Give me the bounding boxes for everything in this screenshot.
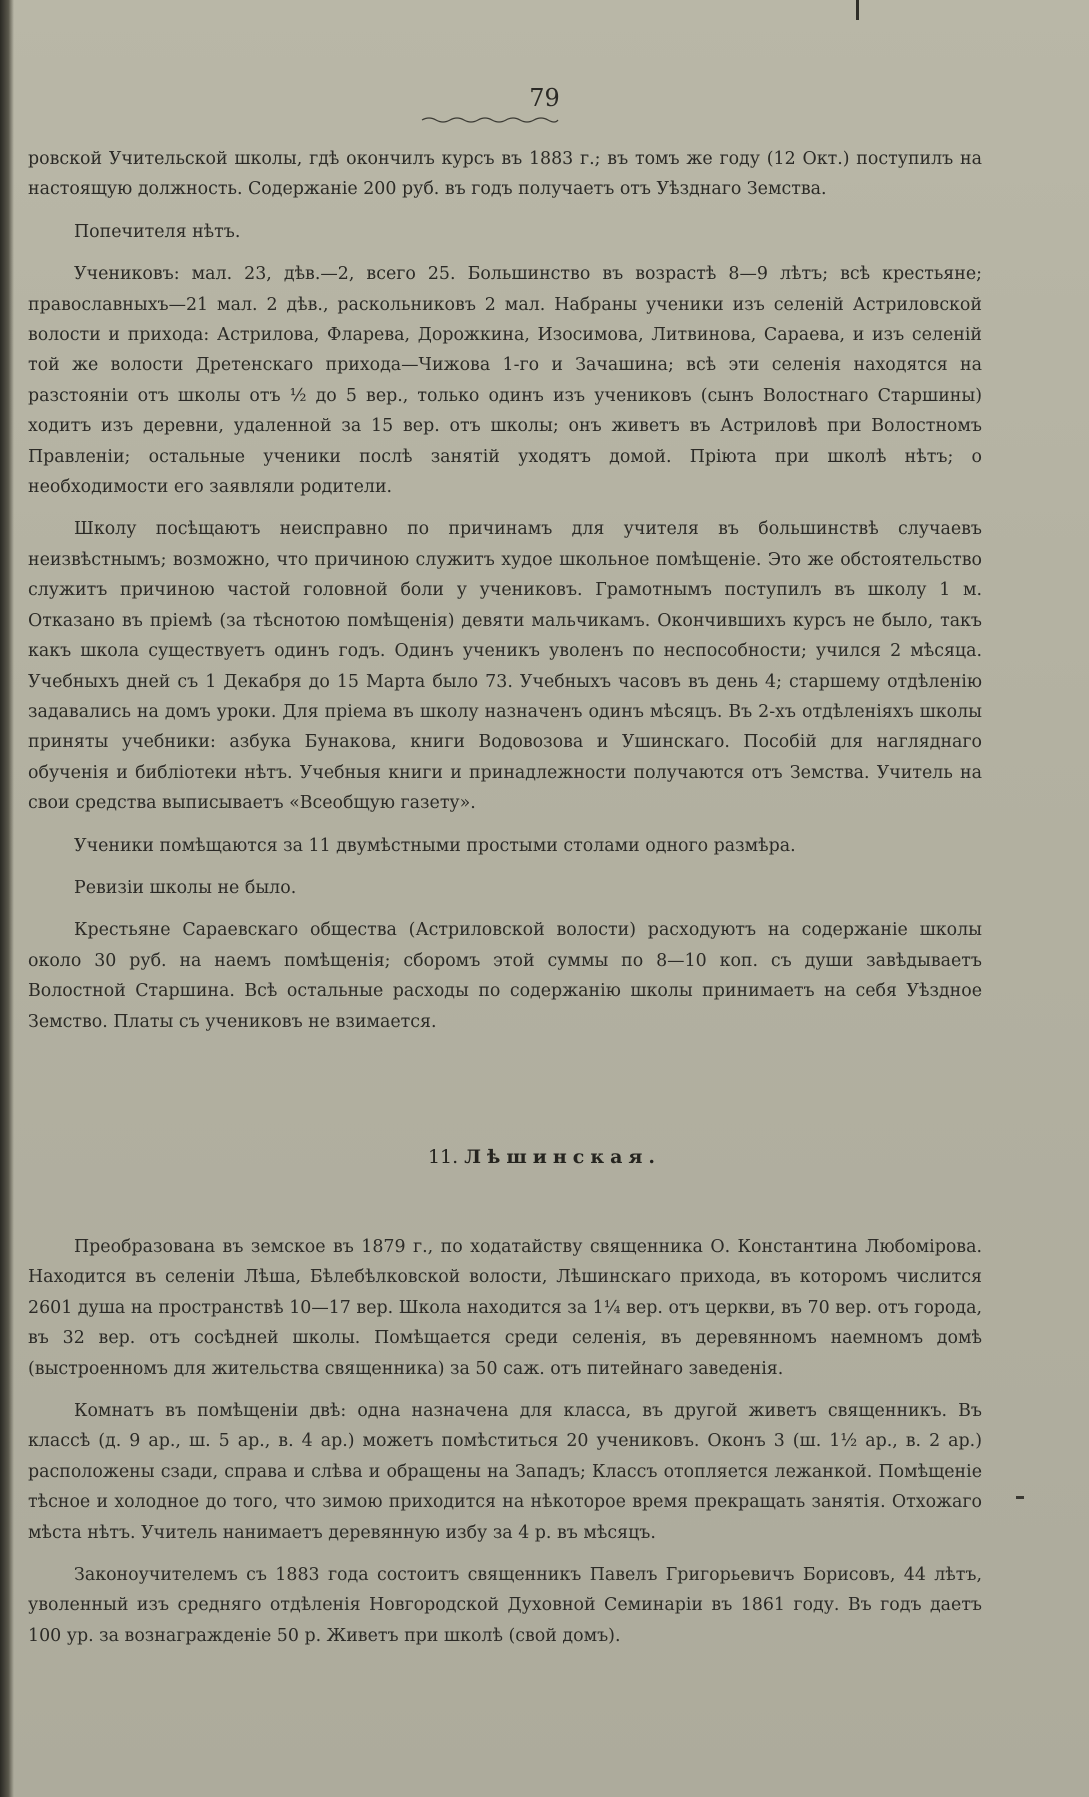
- paragraph: Попечителя нѣтъ.: [74, 221, 241, 242]
- page-number-ornament: [420, 116, 560, 124]
- page-binding-shadow: [0, 0, 14, 1797]
- section-title: [0, 1146, 1089, 1168]
- text-block-bottom: [28, 1232, 982, 1663]
- paragraph: Учениковъ: мал. 23, дѣв.—2, всего 25. Большинство въ возрастѣ 8—9 лѣтъ; всѣ крестьяне; православныхъ—21 мал. 2 дѣв., раскольниковъ 2 мал. Набраны ученики изъ селеній Астриловской волости и прихода: Астрилова, Фларева, Дорожкина, Изосимова, Литвинова, Сараева, и изъ селеній той же волости Дретенскаго прихода—Чижова 1-го и Зачашина; всѣ эти селенія находятся на разстояніи отъ школы отъ ½ до 5 вер., только одинъ изъ учениковъ (сынъ Волостнаго Старшины) ходитъ изъ деревни, удаленной за 15 вер. отъ школы; онъ живетъ въ Астриловѣ при Волостномъ Правленіи; остальные ученики послѣ занятій уходятъ домой. Пріюта при школѣ нѣтъ; о необходимости его заявляли родители.: [28, 264, 982, 498]
- paragraph: Ревизіи школы не было.: [74, 877, 297, 898]
- paragraph: Комнатъ въ помѣщеніи двѣ: одна назначена для класса, въ другой живетъ священникъ. Въ классѣ (д. 9 ар., ш. 5 ар., в. 4 ар.) можетъ помѣститься 20 учениковъ. Оконъ 3 (ш. 1½ ар., в. 2 ар.) расположены сзади, справа и слѣва и обращены на Западъ; Классъ отопляется лежанкой. Помѣщеніе тѣсное и холодное до того, что зимою приходится на нѣкоторое время прекращать занятія. Отхожаго мѣста нѣтъ. Учитель нанимаетъ деревянную избу за 4 р. въ мѣсяцъ.: [28, 1401, 982, 1543]
- top-edge-mark: [856, 0, 859, 20]
- paragraph: Преобразована въ земское въ 1879 г., по ходатайству священника О. Константина Любомірова. Находится въ селеніи Лѣша, Бѣлебѣлковской волости, Лѣшинскаго прихода, въ которомъ числится 2601 душа на пространствѣ 10—17 вер. Школа находится за 1¼ вер. отъ церкви, въ 70 вер. отъ города, въ 32 вер. отъ сосѣдней школы. Помѣщается среди селенія, въ деревянномъ наемномъ домѣ (выстроенномъ для жительства священника) за 50 саж. отъ питейнаго заведенія.: [28, 1237, 982, 1379]
- section-name: Лѣшинская.: [464, 1146, 662, 1168]
- paragraph: Школу посѣщаютъ неисправно по причинамъ для учителя въ большинствѣ случаевъ неизвѣстнымъ; возможно, что причиною служитъ худое школьное помѣщеніе. Это же обстоятельство служитъ причиною частой головной боли у учениковъ. Грамотнымъ поступилъ въ школу 1 м. Отказано въ пріемѣ (за тѣснотою помѣщенія) девяти мальчикамъ. Окончившихъ курсъ не было, такъ какъ школа существуетъ одинъ годъ. Одинъ ученикъ уволенъ по неспособности; учился 2 мѣсяца. Учебныхъ дней съ 1 Декабря до 15 Марта было 73. Учебныхъ часовъ въ день 4; старшему отдѣленію задавались на домъ уроки. Для пріема въ школу назначенъ одинъ мѣсяцъ. Въ 2-хъ отдѣленіяхъ школы приняты учебники: азбука Бунакова, книги Водовозова и Ушинскаго. Пособій для нагляднаго обученія и библіотеки нѣтъ. Учебныя книги и принадлежности получаются отъ Земства. Учитель на свои средства выписываетъ «Всеобщую газету».: [28, 519, 982, 814]
- margin-mark: [1016, 1496, 1024, 1499]
- paragraph: Законоучителемъ съ 1883 года состоитъ священникъ Павелъ Григорьевичъ Борисовъ, 44 лѣтъ, уволенный изъ средняго отдѣленія Новгородской Духовной Семинаріи въ 1861 году. Въ годъ даетъ 100 ур. за вознагражденіе 50 р. Живетъ при школѣ (свой домъ).: [28, 1565, 982, 1646]
- paragraph: Ученики помѣщаются за 11 двумѣстными простыми столами одного размѣра.: [74, 835, 796, 856]
- paragraph: Крестьяне Сараевскаго общества (Астриловской волости) расходуютъ на содержаніе школы около 30 руб. на наемъ помѣщенія; сборомъ этой суммы по 8—10 коп. съ души завѣдываетъ Волостной Старшина. Всѣ остальные расходы по содержанію школы принимаетъ на себя Уѣздное Земство. Платы съ учениковъ не взимается.: [28, 920, 982, 1032]
- page-number: 79: [529, 84, 560, 112]
- paragraph: ровской Учительской школы, гдѣ окончилъ курсъ въ 1883 г.; въ томъ же году (12 Окт.) поступилъ на настоящую должность. Содержаніе 200 руб. въ годъ получаетъ отъ Уѣзднаго Земства.: [28, 149, 982, 200]
- text-block-top: [28, 144, 982, 1049]
- section-number: 11.: [427, 1146, 459, 1168]
